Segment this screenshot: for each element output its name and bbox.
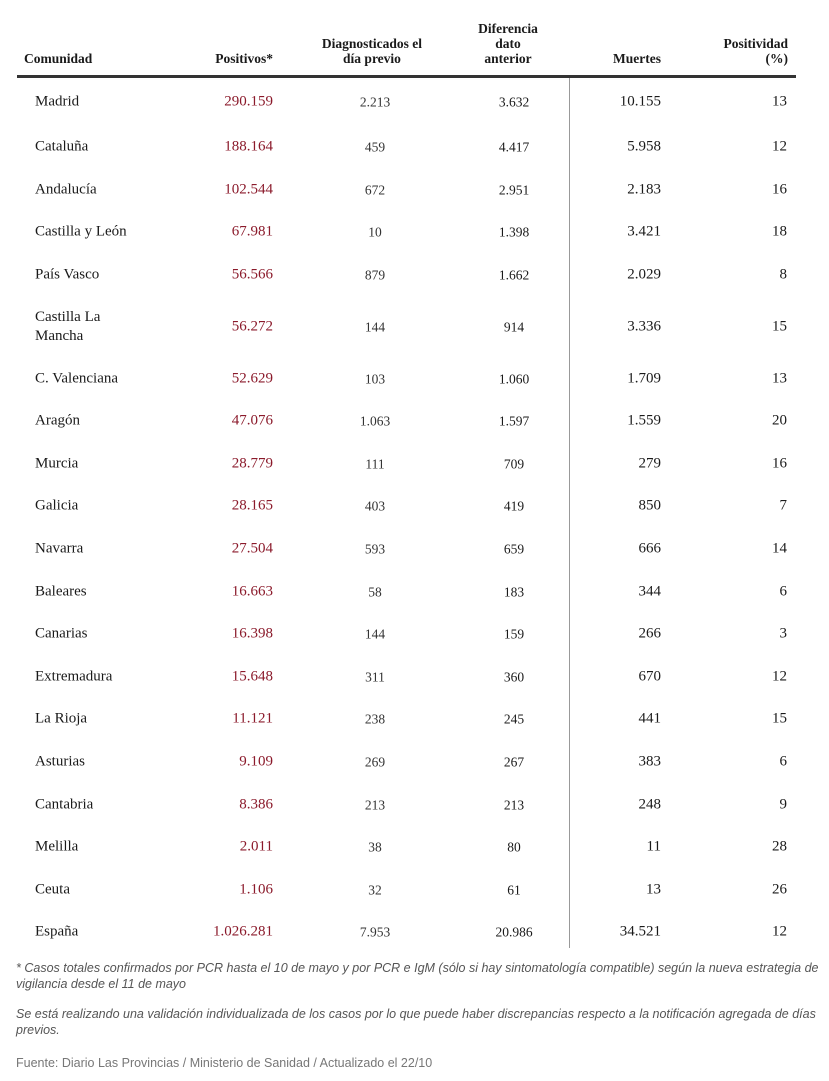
cell-diagnosticados: 2.213 [359, 94, 391, 110]
cell-comunidad: Cantabria [35, 796, 94, 813]
cell-diagnosticados: 311 [365, 669, 385, 685]
cell-comunidad: Extremadura [35, 668, 113, 685]
cell-positividad: 15 [772, 710, 787, 727]
header-muertes-label: Muertes [613, 51, 661, 66]
cell-diagnosticados: 144 [364, 319, 386, 335]
cell-muertes: 279 [638, 455, 661, 472]
header-diagnosticados-line2: día previo [343, 51, 401, 66]
cell-diagnosticados: 593 [364, 541, 386, 557]
cell-diferencia: 4.417 [498, 139, 530, 155]
cell-positividad: 15 [772, 318, 787, 335]
cell-muertes: 1.559 [627, 412, 661, 429]
cell-muertes: 248 [638, 796, 661, 813]
cell-comunidad: Navarra [35, 540, 84, 557]
cell-positivos: 27.504 [231, 540, 273, 557]
cell-positivos: 28.165 [231, 497, 273, 514]
header-muertes [579, 51, 661, 66]
cell-positivos: 8.386 [239, 796, 273, 813]
cell-comunidad: Melilla [35, 838, 79, 855]
cell-diferencia: 914 [503, 319, 525, 335]
covid-table [17, 0, 796, 954]
table-row [17, 528, 796, 571]
cell-positividad: 7 [779, 497, 787, 514]
table-row [17, 296, 796, 357]
cell-positividad: 9 [779, 796, 787, 813]
cell-positividad: 28 [772, 838, 787, 855]
header-positividad-line2: (%) [765, 51, 788, 66]
cell-positivos: 2.011 [239, 838, 273, 855]
table-row [17, 570, 796, 613]
header-diferencia-line2: dato [495, 36, 521, 51]
cell-diferencia: 419 [503, 498, 525, 514]
cell-diferencia: 659 [503, 541, 525, 557]
cell-diferencia: 1.398 [498, 224, 530, 240]
cell-positivos: 56.272 [231, 318, 273, 335]
cell-positivos: 11.121 [232, 710, 273, 727]
table-row [17, 169, 796, 212]
cell-diagnosticados: 32 [368, 882, 382, 898]
cell-diferencia: 20.986 [495, 924, 533, 940]
header-diferencia-line1: Diferencia [478, 21, 538, 36]
footnotes [16, 960, 821, 1052]
cell-comunidad: Murcia [35, 455, 79, 472]
cell-positividad: 13 [772, 93, 787, 110]
table-row [17, 826, 796, 869]
table-header [17, 0, 796, 78]
cell-comunidad: Castilla La Mancha [35, 308, 101, 344]
header-diferencia [447, 21, 569, 66]
table-row [17, 443, 796, 486]
cell-positivos: 188.164 [224, 138, 273, 155]
header-comunidad [24, 51, 92, 66]
cell-muertes: 3.336 [627, 318, 661, 335]
cell-positividad: 18 [772, 223, 787, 240]
cell-muertes: 666 [638, 540, 661, 557]
header-diagnosticados-line1: Diagnosticados el [321, 36, 423, 51]
cell-comunidad: Madrid [35, 93, 80, 110]
cell-comunidad: País Vasco [35, 266, 100, 283]
cell-diagnosticados: 144 [364, 626, 386, 642]
cell-diferencia: 360 [503, 669, 525, 685]
table-row [17, 357, 796, 400]
cell-diferencia: 61 [507, 882, 521, 898]
cell-positivos: 290.159 [224, 93, 273, 110]
cell-diagnosticados: 269 [364, 754, 386, 770]
cell-positivos: 67.981 [231, 223, 273, 240]
cell-comunidad: Asturias [35, 753, 85, 770]
cell-comunidad: Cataluña [35, 138, 89, 155]
cell-positividad: 6 [779, 753, 787, 770]
cell-positivos: 28.779 [231, 455, 273, 472]
cell-comunidad: C. Valenciana [35, 370, 119, 387]
table-row [17, 400, 796, 443]
cell-diferencia: 80 [507, 839, 521, 855]
cell-comunidad: Galicia [35, 497, 79, 514]
table-row-total [17, 911, 796, 954]
cell-positivos: 56.566 [231, 266, 273, 283]
table-row [17, 869, 796, 912]
table-body [17, 78, 796, 954]
footnote-casos: * Casos totales confirmados por PCR hasta el 10 de mayo y por PCR e IgM (sólo si hay sintomatología compatible) según la nueva estrategia de vigilancia desde el 11 de mayo [16, 961, 819, 991]
cell-muertes: 5.958 [627, 138, 661, 155]
header-positivos [167, 51, 273, 66]
cell-muertes: 2.183 [627, 181, 661, 198]
cell-muertes: 3.421 [627, 223, 661, 240]
table-row [17, 783, 796, 826]
cell-positivos: 16.663 [231, 583, 273, 600]
cell-diferencia: 183 [503, 584, 525, 600]
cell-diagnosticados: 58 [368, 584, 382, 600]
cell-diagnosticados: 403 [364, 498, 386, 514]
cell-muertes: 13 [646, 881, 661, 898]
cell-positivos: 47.076 [231, 412, 273, 429]
cell-positivos: 1.026.281 [213, 923, 273, 940]
cell-positividad: 26 [772, 881, 787, 898]
source-line: Fuente: Diario Las Provincias / Ministerio de Sanidad / Actualizado el 22/10 [16, 1056, 433, 1070]
cell-muertes: 34.521 [619, 923, 661, 940]
cell-comunidad: Castilla y León [35, 223, 127, 240]
cell-muertes: 1.709 [627, 370, 661, 387]
cell-muertes: 441 [638, 710, 661, 727]
cell-positividad: 12 [772, 668, 787, 685]
cell-diagnosticados: 111 [365, 456, 385, 472]
table-row [17, 78, 796, 126]
cell-diferencia: 213 [503, 797, 525, 813]
cell-diagnosticados: 238 [364, 711, 386, 727]
cell-comunidad: Canarias [35, 625, 88, 642]
cell-diferencia: 267 [503, 754, 525, 770]
header-positividad [685, 36, 788, 66]
cell-muertes: 344 [638, 583, 661, 600]
cell-positividad: 12 [772, 923, 787, 940]
table-row [17, 254, 796, 297]
cell-positivos: 102.544 [224, 181, 273, 198]
cell-positivos: 16.398 [231, 625, 273, 642]
table-row [17, 698, 796, 741]
cell-diferencia: 2.951 [498, 182, 530, 198]
cell-comunidad: Ceuta [35, 881, 70, 898]
header-comunidad-label: Comunidad [24, 51, 93, 66]
cell-muertes: 850 [638, 497, 661, 514]
cell-comunidad: Andalucía [35, 181, 97, 198]
cell-positividad: 6 [779, 583, 787, 600]
header-diagnosticados [297, 36, 447, 66]
cell-comunidad: España [35, 923, 79, 940]
cell-diferencia: 245 [503, 711, 525, 727]
cell-muertes: 266 [638, 625, 661, 642]
cell-comunidad: La Rioja [35, 710, 88, 727]
header-positividad-line1: Positividad [723, 36, 788, 51]
cell-positivos: 9.109 [239, 753, 273, 770]
cell-diagnosticados: 103 [364, 371, 386, 387]
cell-diferencia: 1.597 [498, 413, 530, 429]
cell-diferencia: 709 [503, 456, 525, 472]
cell-positividad: 14 [772, 540, 787, 557]
cell-positivos: 15.648 [231, 668, 273, 685]
cell-comunidad: Aragón [35, 412, 80, 429]
cell-diferencia: 3.632 [498, 94, 530, 110]
cell-diferencia: 159 [503, 626, 525, 642]
cell-diagnosticados: 213 [364, 797, 386, 813]
cell-positividad: 16 [772, 181, 787, 198]
table-row [17, 211, 796, 254]
cell-muertes: 2.029 [627, 266, 661, 283]
cell-positividad: 12 [772, 138, 787, 155]
cell-muertes: 10.155 [619, 93, 661, 110]
footnote-validacion: Se está realizando una validación individualizada de los casos por lo que puede haber discrepancias respecto a la notificación agregada de días previos. [16, 1007, 816, 1037]
table-row [17, 613, 796, 656]
cell-diferencia: 1.060 [498, 371, 530, 387]
table-row [17, 656, 796, 699]
cell-diagnosticados: 1.063 [359, 413, 391, 429]
cell-diagnosticados: 672 [364, 182, 386, 198]
table-row [17, 485, 796, 528]
table-row [17, 126, 796, 169]
cell-positividad: 13 [772, 370, 787, 387]
cell-diagnosticados: 38 [368, 839, 382, 855]
cell-positivos: 52.629 [231, 370, 273, 387]
cell-muertes: 383 [638, 753, 661, 770]
cell-comunidad: Baleares [35, 583, 87, 600]
cell-diagnosticados: 879 [364, 267, 386, 283]
cell-positividad: 3 [779, 625, 787, 642]
cell-positividad: 20 [772, 412, 787, 429]
cell-positivos: 1.106 [239, 881, 273, 898]
table-row [17, 741, 796, 784]
cell-positividad: 8 [779, 266, 787, 283]
cell-diferencia: 1.662 [498, 267, 530, 283]
header-diferencia-line3: anterior [484, 51, 532, 66]
cell-muertes: 11 [646, 838, 661, 855]
cell-diagnosticados: 10 [368, 224, 382, 240]
cell-positividad: 16 [772, 455, 787, 472]
header-positivos-label: Positivos* [215, 51, 273, 66]
cell-muertes: 670 [638, 668, 661, 685]
cell-diagnosticados: 7.953 [359, 924, 391, 940]
cell-diagnosticados: 459 [364, 139, 386, 155]
